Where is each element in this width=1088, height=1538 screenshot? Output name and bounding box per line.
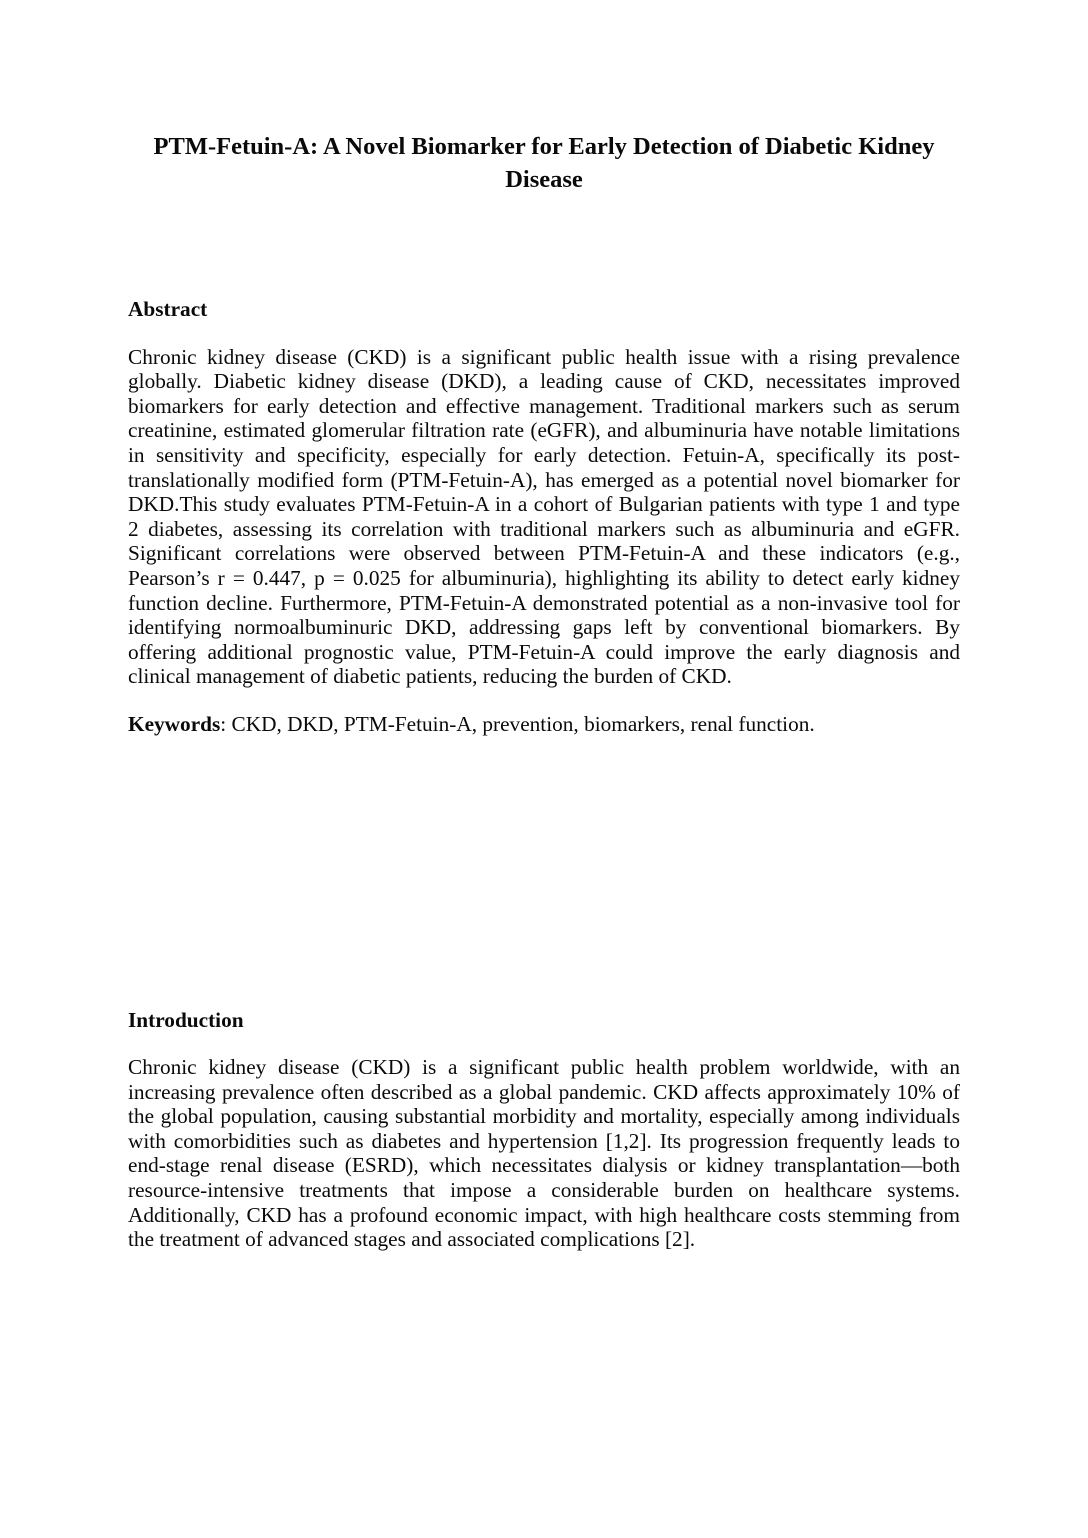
keywords-label: Keywords <box>128 711 221 736</box>
abstract-paragraph: Chronic kidney disease (CKD) is a significant public health issue with a rising prevalence globally. Diabetic kidney disease (DKD), a leading cause of CKD, necessitates improved biomarkers for early detection and effective management. Traditional markers such as serum creatinine, estimated glomerular filtration rate (eGFR), and albuminuria have notable limitations in sensitivity and specificity, especially for early detection. Fetuin-A, specifically its post-translationally modified form (PTM-Fetuin-A), has emerged as a potential novel biomarker for DKD.This study evaluates PTM-Fetuin-A in a cohort of Bulgarian patients with type 1 and type 2 diabetes, assessing its correlation with traditional markers such as albuminuria and eGFR. Significant correlations were observed between PTM-Fetuin-A and these indicators (e.g., Pearson’s r = 0.447, p = 0.025 for albuminuria), highlighting its ability to detect early kidney function decline. Furthermore, PTM-Fetuin-A demonstrated potential as a non-invasive tool for identifying normoalbuminuric DKD, addressing gaps left by conventional biomarkers. By offering additional prognostic value, PTM-Fetuin-A could improve the early diagnosis and clinical management of diabetic patients, reducing the burden of CKD. <box>128 344 960 689</box>
keywords-line <box>128 712 960 737</box>
abstract-heading: Abstract <box>128 297 208 321</box>
introduction-heading: Introduction <box>128 1007 244 1032</box>
keywords-text: : CKD, DKD, PTM-Fetuin-A, prevention, biomarkers, renal function. <box>220 711 815 736</box>
document-page <box>0 130 1088 1538</box>
introduction-paragraph: Chronic kidney disease (CKD) is a significant public health problem worldwide, with an increasing prevalence often described as a global pandemic. CKD affects approximately 10% of the global population, causing substantial morbidity and mortality, especially among individuals with comorbidities such as diabetes and hypertension [1,2]. Its progression frequently leads to end-stage renal disease (ESRD), which necessitates dialysis or kidney transplantation—both resource-intensive treatments that impose a considerable burden on healthcare systems. Additionally, CKD has a profound economic impact, with high healthcare costs stemming from the treatment of advanced stages and associated complications [2]. <box>128 1055 960 1252</box>
paper-title: PTM-Fetuin-A: A Novel Biomarker for Early Detection of Diabetic Kidney Disease <box>153 133 935 193</box>
